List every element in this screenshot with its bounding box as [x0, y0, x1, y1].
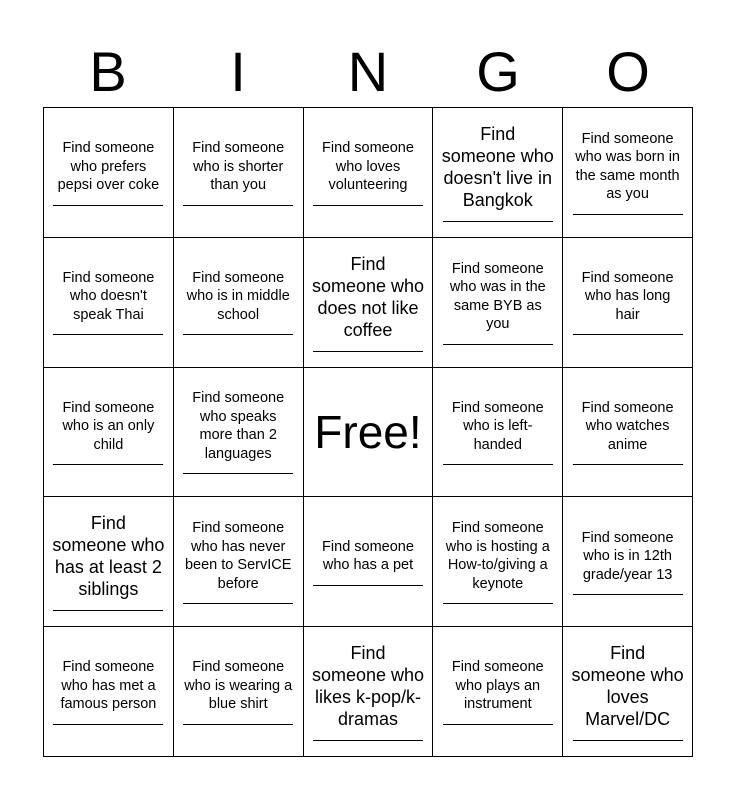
- bingo-cell[interactable]: [563, 627, 693, 757]
- cell-prompt: Find someone who was in the same BYB as you: [449, 260, 546, 333]
- bingo-cell[interactable]: [563, 238, 693, 368]
- bingo-cell[interactable]: [433, 238, 563, 368]
- bingo-cell[interactable]: [174, 497, 304, 627]
- signature-line: [443, 221, 553, 222]
- signature-line: [573, 740, 683, 741]
- bingo-cell[interactable]: [44, 368, 174, 498]
- cell-prompt: Find someone who doesn't speak Thai: [62, 269, 155, 323]
- header-letter-o: O: [606, 40, 650, 103]
- header-letter-i: I: [230, 40, 246, 103]
- free-space-label: Free!: [314, 405, 422, 458]
- cell-prompt: Find someone who is shorter than you: [192, 140, 285, 194]
- cell-prompt: Find someone who has never been to ServICE before: [184, 520, 292, 592]
- bingo-header: [43, 36, 693, 108]
- signature-line: [183, 724, 293, 725]
- bingo-cell[interactable]: [44, 497, 174, 627]
- cell-prompt: Find someone who is in 12th grade/year 13: [581, 529, 674, 583]
- cell-prompt: Find someone who is in middle school: [186, 269, 290, 323]
- signature-line: [443, 724, 553, 725]
- bingo-cell[interactable]: [44, 627, 174, 757]
- bingo-cell[interactable]: [563, 368, 693, 498]
- signature-line: [183, 473, 293, 474]
- signature-line: [53, 610, 163, 611]
- bingo-cell[interactable]: [304, 497, 434, 627]
- cell-prompt: Find someone who watches anime: [581, 399, 674, 453]
- bingo-cell[interactable]: [563, 497, 693, 627]
- cell-prompt: Find someone who has long hair: [581, 269, 674, 323]
- cell-prompt: Find someone who prefers pepsi over coke: [57, 140, 160, 194]
- bingo-cell[interactable]: [44, 108, 174, 238]
- signature-line: [573, 594, 683, 595]
- cell-prompt: Find someone who has at least 2 siblings: [52, 513, 165, 600]
- signature-line: [313, 351, 423, 352]
- bingo-cell[interactable]: [433, 497, 563, 627]
- bingo-cell[interactable]: [563, 108, 693, 238]
- signature-line: [53, 205, 163, 206]
- bingo-cell[interactable]: [304, 108, 434, 238]
- cell-prompt: Find someone who loves Marvel/DC: [571, 643, 684, 730]
- header-letter-g: G: [476, 40, 520, 103]
- cell-prompt: Find someone who does not like coffee: [311, 253, 425, 340]
- signature-line: [183, 334, 293, 335]
- bingo-cell[interactable]: [433, 108, 563, 238]
- cell-prompt: Find someone who has a pet: [322, 538, 414, 574]
- bingo-cell[interactable]: [304, 238, 434, 368]
- bingo-grid: [43, 107, 693, 757]
- signature-line: [443, 464, 553, 465]
- header-letter-b: B: [89, 40, 127, 103]
- signature-line: [573, 334, 683, 335]
- bingo-cell[interactable]: [174, 368, 304, 498]
- cell-prompt: Find someone who is left-handed: [451, 399, 544, 453]
- cell-prompt: Find someone who has met a famous person: [60, 659, 157, 713]
- signature-line: [443, 344, 553, 345]
- cell-prompt: Find someone who speaks more than 2 languages: [192, 390, 285, 462]
- bingo-cell-free[interactable]: [304, 368, 434, 498]
- signature-line: [183, 603, 293, 604]
- bingo-cell[interactable]: [44, 238, 174, 368]
- signature-line: [53, 464, 163, 465]
- signature-line: [183, 205, 293, 206]
- signature-line: [313, 585, 423, 586]
- bingo-cell[interactable]: [304, 627, 434, 757]
- cell-prompt: Find someone who is wearing a blue shirt: [184, 659, 293, 713]
- signature-line: [573, 464, 683, 465]
- cell-prompt: Find someone who loves volunteering: [322, 140, 414, 194]
- signature-line: [53, 724, 163, 725]
- cell-prompt: Find someone who doesn't live in Bangkok: [441, 123, 554, 210]
- signature-line: [573, 214, 683, 215]
- bingo-cell[interactable]: [433, 368, 563, 498]
- bingo-cell[interactable]: [174, 238, 304, 368]
- signature-line: [443, 603, 553, 604]
- cell-prompt: Find someone who likes k-pop/k-dramas: [311, 643, 425, 730]
- cell-prompt: Find someone who was born in the same month as you: [575, 130, 680, 203]
- bingo-cell[interactable]: [174, 627, 304, 757]
- signature-line: [53, 334, 163, 335]
- signature-line: [313, 205, 423, 206]
- bingo-cell[interactable]: [174, 108, 304, 238]
- header-letter-n: N: [347, 40, 389, 103]
- cell-prompt: Find someone who is hosting a How-to/giving a keynote: [445, 520, 550, 592]
- bingo-cell[interactable]: [433, 627, 563, 757]
- cell-prompt: Find someone who is an only child: [62, 399, 155, 453]
- cell-prompt: Find someone who plays an instrument: [451, 659, 544, 713]
- signature-line: [313, 740, 423, 741]
